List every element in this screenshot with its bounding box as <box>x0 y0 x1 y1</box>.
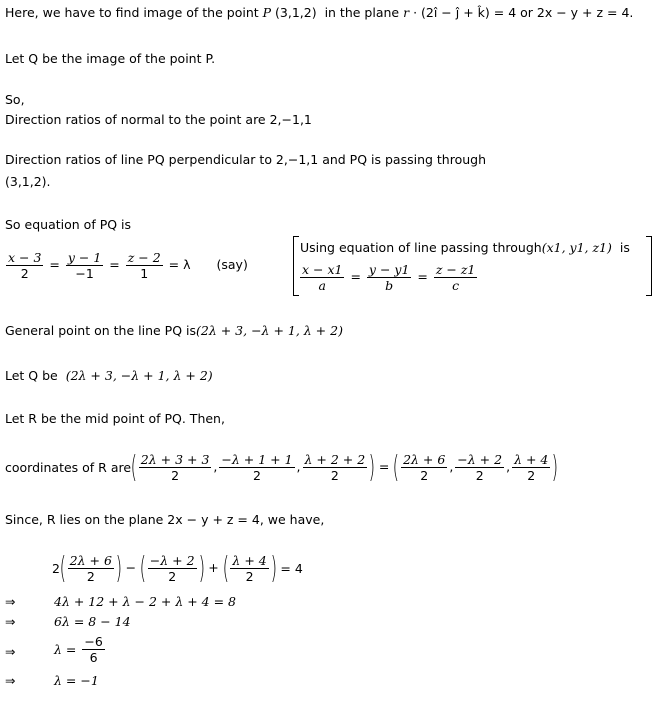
intro-text: Here, we have to find image of the point <box>5 5 259 20</box>
since-r-line: Since, R lies on the plane 2x − y + z = 4, we have, <box>5 512 325 527</box>
fraction: $\frac{-\lambda + 2}{2}$ <box>149 553 195 584</box>
coordinates-r: coordinates of R are( $\frac{2\lambda + 3 + 3}{2}$ , $\frac{-\lambda + 1 + 1}{2}$ , $\frac{\lambda + 2 + 2}{2}$ ) = ( $\frac{2\lambda + 6}{2}$ , $\frac{-\lambda + 2}{2}$ , $\frac{\lambda + 4}{2}$ ) <box>5 449 559 485</box>
so-line: So, <box>5 92 25 107</box>
general-point-text: General point on the line PQ is <box>5 323 196 338</box>
intro-line <box>5 5 633 21</box>
step-2: 6λ = 8 − 14 <box>54 614 131 629</box>
box-right-bracket <box>646 236 652 296</box>
step-4: λ = −1 <box>54 673 99 688</box>
plane-substitution: 2( $\frac{2\lambda + 6}{2}$ ) − ( $\frac{-\lambda + 2}{2}$ ) + ( $\frac{\lambda + 4}{2}$ ) = 4 <box>52 550 303 586</box>
fraction: $\frac{z - z1}{c}$ <box>435 262 476 293</box>
equation-pq-heading: So equation of PQ is <box>5 217 132 232</box>
box-equation: $\frac{x - x1}{a}$ = $\frac{y - y1}{b}$ = $\frac{z - z1}{c}$ <box>302 262 476 293</box>
midpoint-line: Let R be the mid point of PQ. Then, <box>5 411 225 426</box>
fraction: $\frac{y - 1}{-1}$ <box>67 250 102 281</box>
fraction: $\frac{y - y1}{b}$ <box>368 262 410 293</box>
direction-ratios-pq: Direction ratios of line PQ perpendicular to 2,−1,1 and PQ is passing through <box>5 152 487 167</box>
q-expr: (2λ + 3, −λ + 1, λ + 2) <box>65 368 213 383</box>
intro-mid: in the plane <box>324 5 400 20</box>
lambda-eq: = λ <box>168 257 191 272</box>
direction-ratios-normal: Direction ratios of normal to the point are 2,−1,1 <box>5 112 312 127</box>
dot-operator: · <box>413 5 418 20</box>
step-2-arrow: ⇒ <box>5 614 16 629</box>
let-q-be-line <box>5 368 213 384</box>
plane-equation: = 4 or 2x − y + z = 4. <box>493 5 634 20</box>
say-note: (say) <box>216 257 248 272</box>
point-p-label: P <box>262 5 272 20</box>
let-q-be-text: Let Q be <box>5 368 58 383</box>
box-title-line <box>300 240 630 256</box>
fraction: $\frac{2\lambda + 3 + 3}{2}$ <box>140 452 210 483</box>
coordinates-label: coordinates of R are <box>5 460 132 475</box>
point-through: (3,1,2). <box>5 174 51 189</box>
plane-vector: (2î − ĵ + k̂) <box>421 5 490 20</box>
fraction: $\frac{\lambda + 2 + 2}{2}$ <box>304 452 366 483</box>
general-point-line <box>5 323 343 339</box>
box-is: is <box>619 240 630 255</box>
r-vector: r <box>403 5 410 20</box>
fraction: $\frac{2\lambda + 6}{2}$ <box>69 553 112 584</box>
step-3: λ = $\frac{-6}{6}$ <box>54 634 103 665</box>
step-1-arrow: ⇒ <box>5 594 16 609</box>
fraction: $\frac{z - 2}{1}$ <box>127 250 161 281</box>
step-1: 4λ + 12 + λ − 2 + λ + 4 = 8 <box>54 594 237 609</box>
pq-equation: $\frac{x - 3}{2}$ = $\frac{y - 1}{-1}$ = $\frac{z - 2}{1}$ = λ (say) <box>8 250 248 281</box>
fraction: $\frac{-\lambda + 1 + 1}{2}$ <box>221 452 293 483</box>
step-3-arrow: ⇒ <box>5 644 16 659</box>
box-title: Using equation of line passing through <box>300 240 542 255</box>
fraction: $\frac{-\lambda + 2}{2}$ <box>457 452 503 483</box>
fraction: $\frac{x - x1}{a}$ <box>302 262 343 293</box>
step-4-arrow: ⇒ <box>5 673 16 688</box>
let-q-line: Let Q be the image of the point P. <box>5 51 216 66</box>
point-coords: (3,1,2) <box>275 5 317 20</box>
box-point: (x1, y1, z1) <box>541 240 612 255</box>
fraction: $\frac{-6}{6}$ <box>84 634 103 665</box>
fraction: $\frac{x - 3}{2}$ <box>8 250 42 281</box>
general-point-expr: (2λ + 3, −λ + 1, λ + 2) <box>196 323 343 338</box>
fraction: $\frac{2\lambda + 6}{2}$ <box>403 452 446 483</box>
fraction: $\frac{\lambda + 4}{2}$ <box>514 452 549 483</box>
fraction: $\frac{\lambda + 4}{2}$ <box>232 553 267 584</box>
